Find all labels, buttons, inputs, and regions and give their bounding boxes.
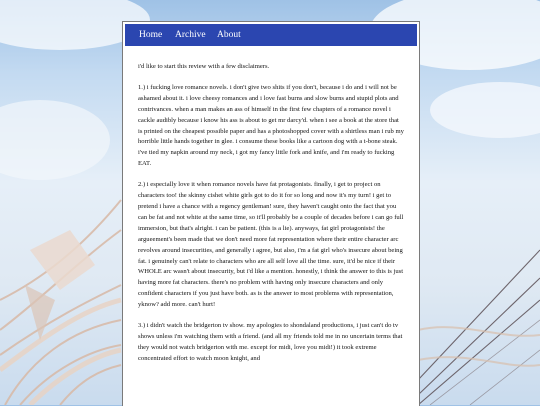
nav-link-home[interactable]: Home [139, 30, 163, 40]
post-body [138, 62, 404, 375]
post-paragraph-2: 2.) i especially love it when romance novels have fat protagonists. finally, i get to project on characters too! the skinny cishet white girls got to do it for so long and now it's my turn! i get to pretend i have a chance with a regency gentleman! sure, they haven't caught onto the fact that you can be fat and not white at the same time, so it'll probably be a couple of decades before i can go full immersion, but that's alright. i can be patient. (this is a lie). anyways, fat girl protagonists! the argueement's been made that we don't need more fat representation where their entire character arc revolves around insecurities, and generally i agree, but also, i'm a fat girl who's insecure about being fat. i genuinely can't relate to characters who are all self love all the time. sure, it'd be nice if their WHOLE arc wasn't about insecurity, but i'd like a mention. honestly, i think the answer to this is just having more fat characters. there's no problem with having only insecure characters and only confident characters if you just have both. as is the answer to most problems with representation, yknow? add more. can't hurt! [138, 181, 404, 309]
nav-link-archive[interactable]: Archive [175, 30, 206, 40]
post-paragraph-1: 1.) i fucking love romance novels. i don't give two shits if you don't, because i do and i will not be ashamed about it. i love cheesy romances and i love fast burns and slow burns and stupid plots and contrivances. when a man makes an ass of himself in the first few chapters of a romance novel i cackle audibly because i know his ass is about to get mr darcy'd. when i see a book at the store that is printed on the cheapest possible paper and has a photoshopped cover with a shirtless man i rub my horrible little hands together in glee. i consume these books like a cartoon dog with a t-bone steak. i've tied my napkin around my neck, i got my fancy little fork and knife, and i'm ready to fucking EAT. [138, 83, 404, 168]
post-paragraph-3: 3.) i didn't watch the bridgerton tv show. my apologies to shondaland productions, i just can't do tv shows unless i'm watching them with a friend. (and all my friends told me in no uncertain terms that they would not watch bridgerton with me. except for midi, love you midi!) it took extreme concentrated effort to watch moon knight, and [138, 322, 403, 362]
post-paragraph-intro: i'd like to start this review with a few disclaimers. [138, 63, 270, 70]
blog-page [122, 21, 420, 406]
top-navigation-bar [125, 24, 417, 46]
nav-link-about[interactable]: About [217, 30, 241, 40]
